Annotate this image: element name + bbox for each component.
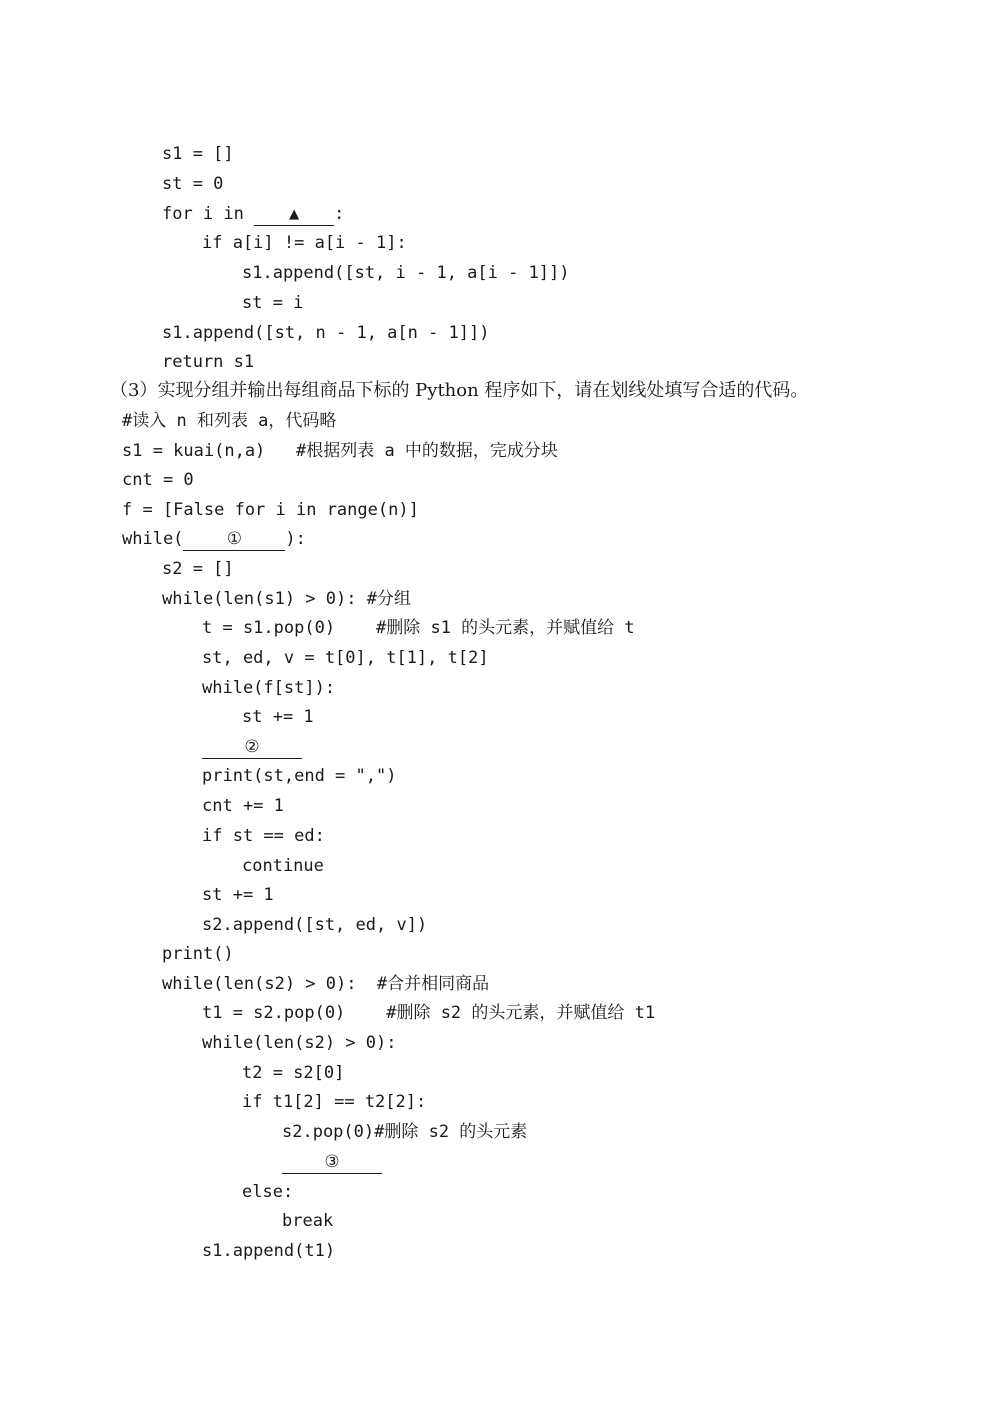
question-text: （3）实现分组并输出每组商品下标的 Python 程序如下，请在划线处填写合适的代码。 — [110, 380, 809, 401]
code-line: break — [282, 1211, 334, 1231]
code-line-with-blank — [202, 732, 302, 762]
code-line: return s1 — [162, 352, 255, 372]
code-text: for i in — [162, 204, 255, 224]
code-line: f = [False for i in range(n)] — [122, 500, 419, 520]
code-line: st = 0 — [162, 174, 224, 194]
code-line: else: — [242, 1182, 294, 1202]
code-line: s2 = [] — [162, 559, 234, 579]
code-line: cnt += 1 — [202, 796, 284, 816]
code-line: t = s1.pop(0) #删除 s1 的头元素，并赋值给 t — [202, 618, 635, 638]
code-line: continue — [242, 856, 324, 876]
fill-in-blank: ▲ — [254, 203, 334, 226]
code-line: #读入 n 和列表 a，代码略 — [122, 411, 337, 431]
code-line-with-blank — [162, 199, 344, 229]
code-line: while(len(s2) > 0): — [202, 1033, 397, 1053]
code-line: print() — [162, 944, 234, 964]
code-line: while(len(s1) > 0): #分组 — [162, 589, 411, 609]
code-line: s2.pop(0)#删除 s2 的头元素 — [282, 1122, 528, 1142]
code-line: st += 1 — [242, 707, 314, 727]
code-line: s1.append([st, n - 1, a[n - 1]]) — [162, 323, 490, 343]
code-text: while( — [122, 529, 184, 549]
code-line: s1.append([st, i - 1, a[i - 1]]) — [242, 263, 570, 283]
fill-in-blank: ③ — [282, 1151, 382, 1174]
code-line: s1 = kuai(n,a) #根据列表 a 中的数据，完成分块 — [122, 441, 558, 461]
code-line: s1 = [] — [162, 144, 234, 164]
code-line: if t1[2] == t2[2]: — [242, 1092, 427, 1112]
code-line: print(st,end = ",") — [202, 766, 397, 786]
code-line: st, ed, v = t[0], t[1], t[2] — [202, 648, 489, 668]
code-line: s2.append([st, ed, v]) — [202, 915, 428, 935]
code-line: st += 1 — [202, 885, 274, 905]
code-text: ): — [285, 529, 306, 549]
code-line: s1.append(t1) — [202, 1241, 336, 1261]
code-text: : — [334, 204, 345, 224]
code-line: t1 = s2.pop(0) #删除 s2 的头元素，并赋值给 t1 — [202, 1003, 656, 1023]
code-line-with-blank — [282, 1147, 382, 1177]
code-line: while(len(s2) > 0): #合并相同商品 — [162, 974, 490, 994]
code-line: if st == ed: — [202, 826, 325, 846]
code-line: st = i — [242, 293, 304, 313]
code-line: cnt = 0 — [122, 470, 194, 490]
code-line-with-blank — [122, 524, 306, 554]
fill-in-blank: ② — [202, 736, 302, 759]
fill-in-blank: ① — [183, 528, 285, 551]
code-line: if a[i] != a[i - 1]: — [202, 233, 407, 253]
code-line: t2 = s2[0] — [242, 1063, 345, 1083]
code-line: while(f[st]): — [202, 678, 336, 698]
